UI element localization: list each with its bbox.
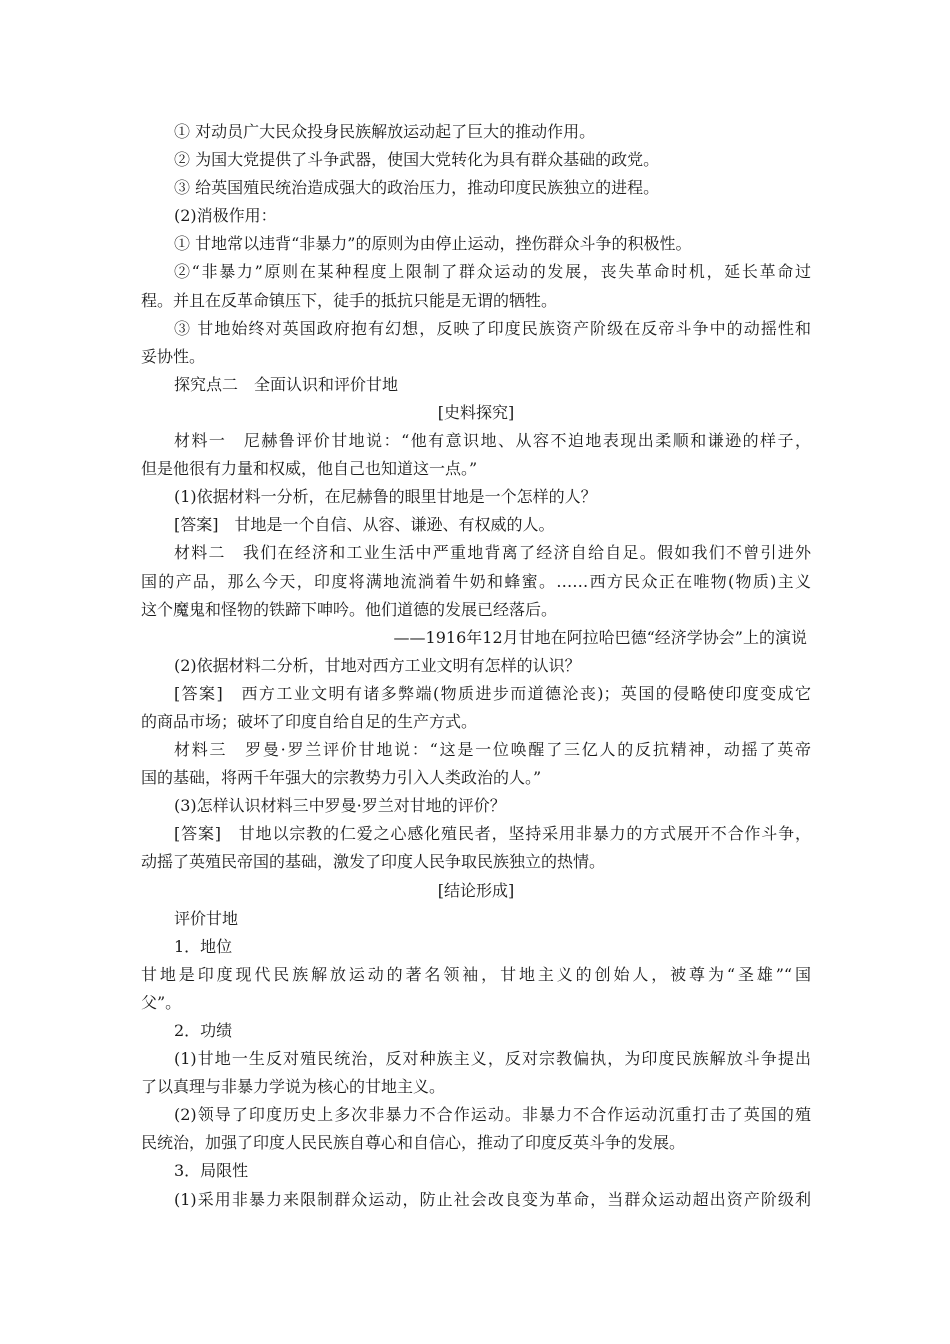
text-line: ③ 给英国殖民统治造成强大的政治压力，推动印度民族独立的进程。	[174, 178, 660, 198]
text-line: 妥协性。	[141, 346, 206, 366]
text-line: (2)依据材料二分析，甘地对西方工业文明有怎样的认识？	[174, 655, 581, 675]
text-line: [答案] 甘地是一个自信、从容、谦逊、有权威的人。	[174, 515, 555, 535]
text-line: [答案] 西方工业文明有诸多弊端(物质进步而道德沦丧)；英国的侵略使印度变成它	[174, 683, 811, 703]
text-line: 1．地位	[174, 936, 233, 956]
text-line: (3)怎样认识材料三中罗曼·罗兰对甘地的评价？	[174, 796, 506, 816]
text-line: [史料探究]	[437, 402, 515, 422]
text-line: (2)消极作用：	[174, 206, 277, 226]
text-line: (1)采用非暴力来限制群众运动，防止社会改良变为革命，当群众运动超出资产阶级利	[174, 1189, 811, 1209]
text-line: 材料一 尼赫鲁评价甘地说：“他有意识地、从容不迫地表现出柔顺和谦逊的样子，	[174, 431, 811, 451]
document-body	[141, 118, 811, 1214]
text-line: ① 对动员广大民众投身民族解放运动起了巨大的推动作用。	[174, 122, 596, 141]
text-line: [答案] 甘地以宗教的仁爱之心感化殖民者，坚持采用非暴力的方式展开不合作斗争，	[174, 824, 811, 844]
text-line: 的商品市场；破坏了印度自给自足的生产方式。	[141, 711, 478, 731]
text-line: 这个魔鬼和怪物的铁蹄下呻吟。他们道德的发展已经落后。	[141, 599, 558, 619]
text-line: 3．局限性	[174, 1161, 249, 1181]
text-line: 程。并且在反革命镇压下，徒手的抵抗只能是无谓的牺牲。	[141, 290, 558, 310]
text-line: ②“非暴力”原则在某种程度上限制了群众运动的发展，丧失革命时机，延长革命过	[174, 262, 811, 282]
text-line: (2)领导了印度历史上多次非暴力不合作运动。非暴力不合作运动沉重打击了英国的殖	[174, 1105, 811, 1125]
text-line: 动摇了英殖民帝国的基础，激发了印度人民争取民族独立的热情。	[141, 852, 606, 872]
text-line: 甘地是印度现代民族解放运动的著名领袖，甘地主义的创始人，被尊为“圣雄”“国	[141, 964, 811, 984]
text-line: ② 为国大党提供了斗争武器，使国大党转化为具有群众基础的政党。	[174, 150, 660, 170]
text-line: ——1916年12月甘地在阿拉哈巴德“经济学协会”上的演说	[393, 627, 807, 647]
text-line: 2．功绩	[174, 1021, 233, 1040]
text-line: 但是他很有力量和权威，他自己也知道这一点。”	[141, 459, 478, 479]
text-line: 探究点二 全面认识和评价甘地	[174, 374, 399, 394]
text-line: 评价甘地	[174, 908, 239, 928]
text-line: 国的基础，将两千年强大的宗教势力引入人类政治的人。”	[141, 768, 542, 788]
text-line: 了以真理与非暴力学说为核心的甘地主义。	[141, 1077, 446, 1097]
text-line: 民统治，加强了印度人民民族自尊心和自信心，推动了印度反英斗争的发展。	[141, 1133, 686, 1153]
text-line: [结论形成]	[437, 880, 515, 900]
text-line: ① 甘地常以违背“非暴力”的原则为由停止运动，挫伤群众斗争的积极性。	[174, 234, 692, 254]
text-line: (1)甘地一生反对殖民统治，反对种族主义，反对宗教偏执，为印度民族解放斗争提出	[174, 1049, 811, 1069]
text-line: 材料二 我们在经济和工业生活中严重地背离了经济自给自足。假如我们不曾引进外	[174, 543, 811, 563]
text-line: 材料三 罗曼·罗兰评价甘地说：“这是一位唤醒了三亿人的反抗精神，动摇了英帝	[174, 740, 811, 760]
text-line: 父”。	[141, 992, 182, 1012]
text-line: ③ 甘地始终对英国政府抱有幻想，反映了印度民族资产阶级在反帝斗争中的动摇性和	[174, 318, 811, 338]
text-line: (1)依据材料一分析，在尼赫鲁的眼里甘地是一个怎样的人？	[174, 487, 597, 507]
text-line: 国的产品，那么今天，印度将满地流淌着牛奶和蜂蜜。……西方民众正在唯物(物质)主义	[141, 571, 811, 591]
